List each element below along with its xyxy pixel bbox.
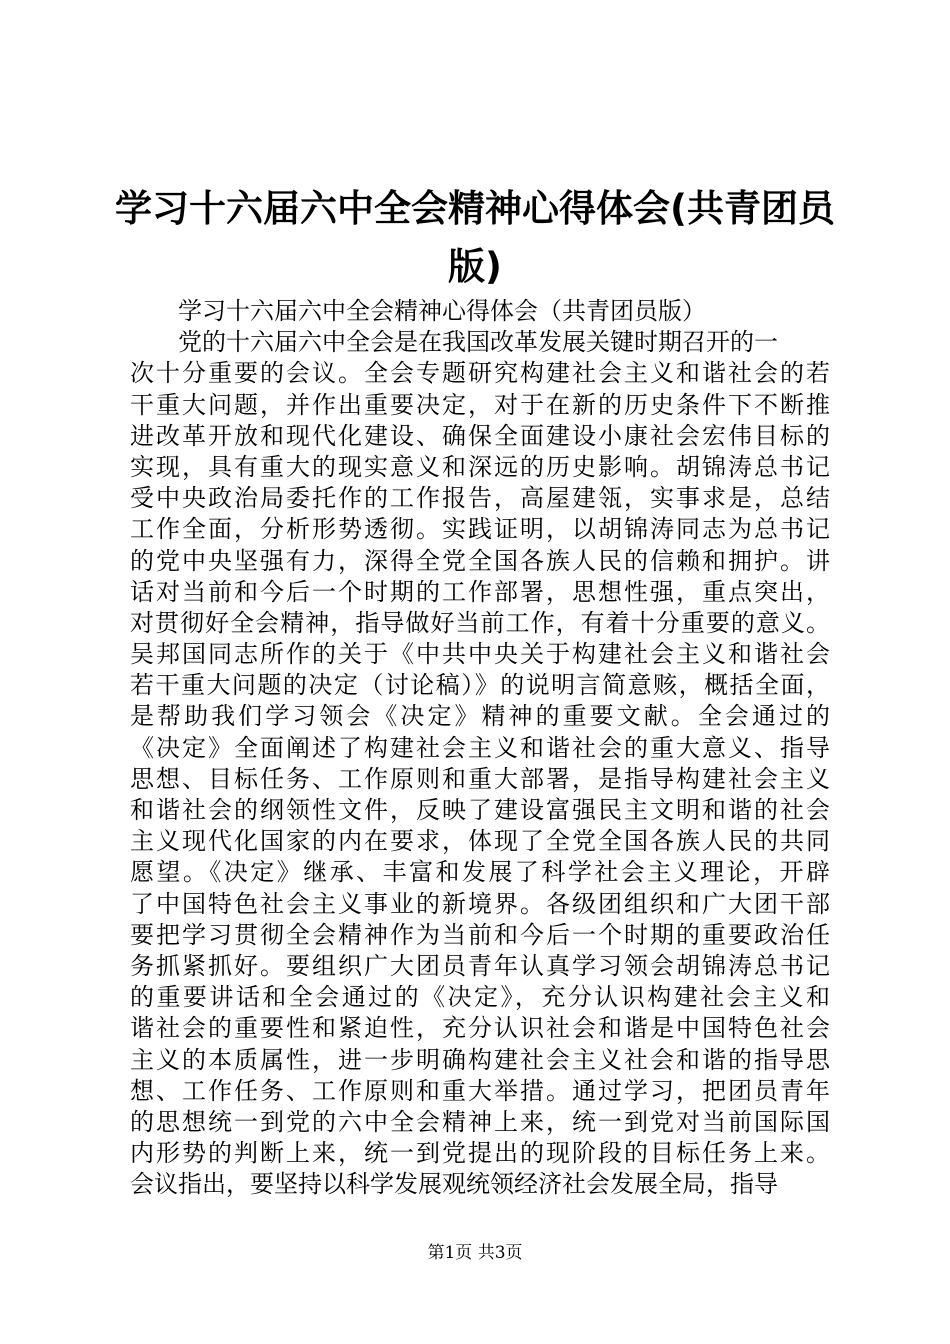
document-title: [110, 180, 840, 296]
page-footer: [0, 1242, 950, 1264]
paragraph-line: 的重要讲话和全会通过的《决定》，充分认识构建社会主义和: [130, 983, 830, 1012]
paragraph-line: 次十分重要的会议。全会专题研究构建社会主义和谐社会的若: [130, 359, 830, 388]
paragraph-line: 的党中央坚强有力，深得全党全国各族人民的信赖和拥护。讲: [130, 546, 830, 575]
paragraph-line: 对贯彻好全会精神，指导做好当前工作，有着十分重要的意义。: [130, 608, 830, 637]
paragraph-line: 受中央政治局委托作的工作报告，高屋建瓴，实事求是，总结: [130, 484, 830, 513]
paragraph-line: 务抓紧抓好。要组织广大团员青年认真学习领会胡锦涛总书记: [130, 951, 830, 980]
title-line-2: 版): [448, 245, 502, 288]
document-subtitle: 学习十六届六中全会精神心得体会（共青团员版）: [178, 297, 706, 325]
page-number: 第1页 共3页: [427, 1243, 523, 1263]
paragraph-line: 进改革开放和现代化建设、确保全面建设小康社会宏伟目标的: [130, 421, 830, 450]
paragraph-line: 吴邦国同志所作的关于《中共中央关于构建社会主义和谐社会: [130, 640, 830, 669]
paragraph-line: 和谐社会的纲领性文件，反映了建设富强民主文明和谐的社会: [130, 796, 830, 824]
paragraph-line: 了中国特色社会主义事业的新境界。各级团组织和广大团干部: [130, 889, 830, 918]
paragraph-line: 要把学习贯彻全会精神作为当前和今后一个时期的重要政治任: [130, 920, 830, 949]
paragraph-line: 主义现代化国家的内在要求，体现了全党全国各族人民的共同: [130, 827, 830, 856]
paragraph-line: 实现，具有重大的现实意义和深远的历史影响。胡锦涛总书记: [130, 452, 830, 481]
paragraph-line: 话对当前和今后一个时期的工作部署，思想性强，重点突出，: [130, 577, 830, 606]
paragraph-line: 思想、目标任务、工作原则和重大部署，是指导构建社会主义: [130, 764, 830, 793]
paragraph-line: 工作全面，分析形势透彻。实践证明，以胡锦涛同志为总书记: [130, 515, 830, 544]
paragraph-line: 想、工作任务、工作原则和重大举措。通过学习，把团员青年: [130, 1076, 830, 1105]
title-line-1: 学习十六届六中全会精神心得体会(共青团员: [115, 187, 835, 230]
paragraph-line: 《决定》全面阐述了构建社会主义和谐社会的重大意义、指导: [130, 733, 830, 762]
paragraph-line: 会议指出，要坚持以科学发展观统领经济社会发展全局，指导: [130, 1170, 778, 1199]
paragraph-line: 主义的本质属性，进一步明确构建社会主义社会和谐的指导思: [130, 1045, 830, 1074]
paragraph-line: 内形势的判断上来，统一到党提出的现阶段的目标任务上来。: [130, 1139, 830, 1168]
paragraph-line: 谐社会的重要性和紧迫性，充分认识社会和谐是中国特色社会: [130, 1014, 830, 1043]
paragraph-line: 的思想统一到党的六中全会精神上来，统一到党对当前国际国: [130, 1107, 830, 1136]
paragraph-line: 愿望。《决定》继承、丰富和发展了科学社会主义理论，开辟: [130, 858, 830, 887]
paragraph-line: 若干重大问题的决定（讨论稿）》的说明言简意赅，概括全面，: [130, 671, 830, 700]
paragraph-line: 党的十六届六中全会是在我国改革发展关键时期召开的一: [178, 328, 778, 357]
paragraph-line: 是帮助我们学习领会《决定》精神的重要文献。全会通过的: [130, 702, 830, 731]
document-body: [130, 296, 830, 1200]
paragraph-line: 干重大问题，并作出重要决定，对于在新的历史条件下不断推: [130, 390, 830, 419]
